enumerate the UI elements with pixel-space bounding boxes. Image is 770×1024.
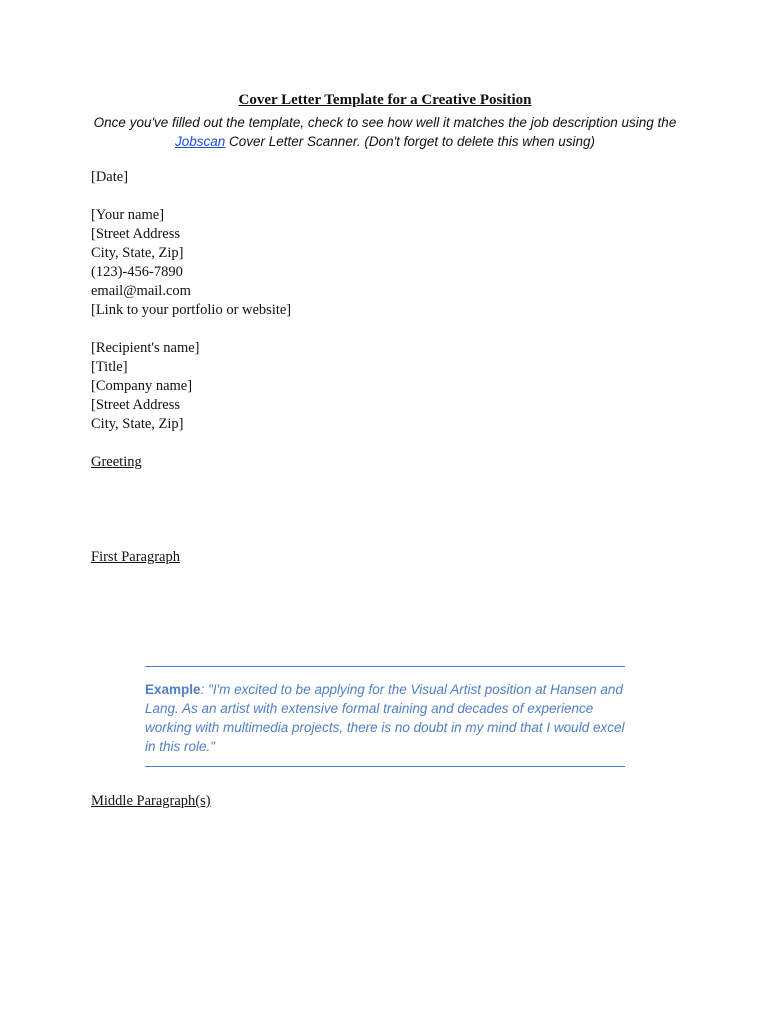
sender-city: City, State, Zip]	[91, 245, 184, 261]
document-title: Cover Letter Template for a Creative Position	[238, 92, 532, 108]
instructions-text-post: Cover Letter Scanner. (Don't forget to delete this when using)	[225, 134, 596, 149]
example-text: : "I'm excited to be applying for the Visual Artist position at Hansen and Lang. As an artist with extensive formal training and decades of experience working with multimedia projects, there is no doubt in my mind that I would excel in this role."	[145, 682, 625, 754]
date-line	[91, 168, 691, 187]
sender-name: [Your name]	[91, 207, 165, 223]
recipient-street: [Street Address	[91, 397, 180, 413]
instructions-text	[70, 113, 700, 151]
jobscan-link[interactable]: Jobscan	[174, 134, 226, 149]
example-bottom-rule	[145, 766, 625, 767]
example-label: Example	[145, 682, 201, 697]
example-callout	[145, 680, 625, 756]
sender-email: email@mail.com	[91, 283, 191, 299]
example-top-rule	[145, 666, 625, 667]
instructions-text-pre: Once you've filled out the template, check to see how well it matches the job description using the	[93, 115, 677, 130]
recipient-block	[91, 339, 691, 434]
recipient-company: [Company name]	[91, 378, 193, 394]
recipient-name: [Recipient's name]	[91, 340, 200, 356]
sender-portfolio: [Link to your portfolio or website]	[91, 302, 292, 318]
greeting-heading: Greeting	[91, 454, 142, 470]
sender-street: [Street Address	[91, 226, 180, 242]
recipient-title: [Title]	[91, 359, 128, 375]
first-paragraph-heading: First Paragraph	[91, 549, 180, 565]
recipient-city: City, State, Zip]	[91, 416, 184, 432]
sender-phone: (123)-456-7890	[91, 264, 183, 280]
middle-paragraph-heading: Middle Paragraph(s)	[91, 793, 211, 809]
date-text: [Date]	[91, 169, 129, 185]
sender-block	[91, 206, 691, 320]
